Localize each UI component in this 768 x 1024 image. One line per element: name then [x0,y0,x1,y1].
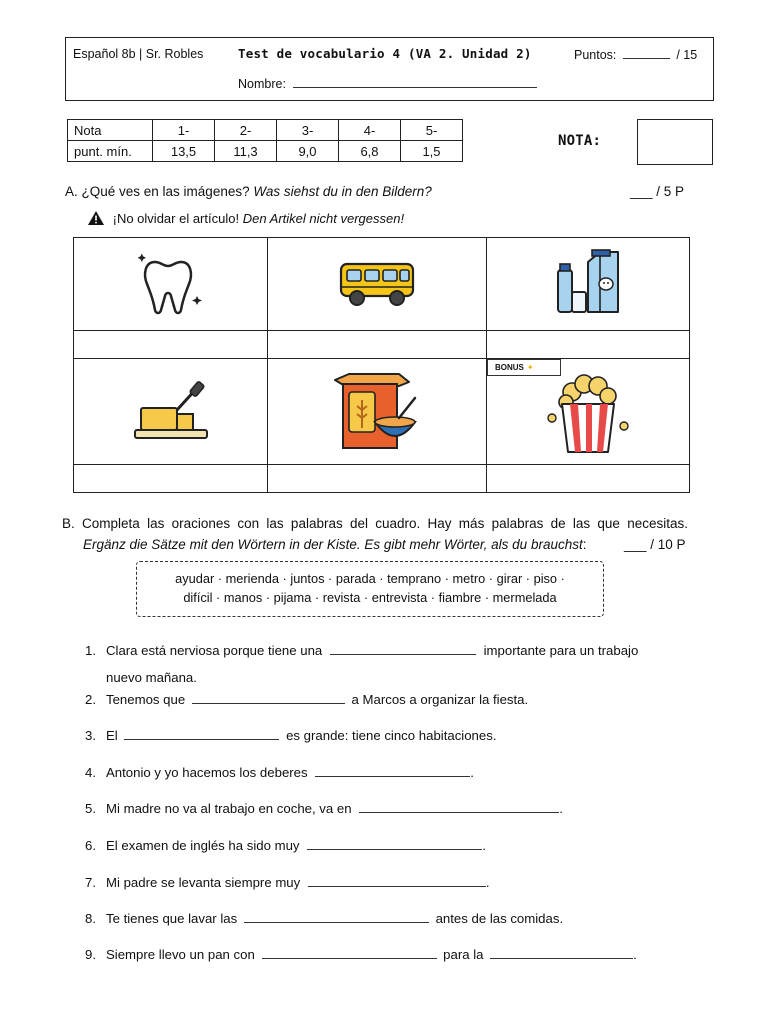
sentence-item [85,637,687,691]
image-row [74,359,690,465]
school-bus-icon [337,260,417,308]
sentence-text: El [106,728,118,743]
popcorn-icon [544,370,632,454]
sentence-blank[interactable] [359,801,559,813]
sentence-text: Siempre llevo un pan con [106,947,255,962]
name-field[interactable] [293,76,537,88]
sentence-text: . [559,801,563,816]
sentence-number: 8. [85,911,96,926]
sentence-item [85,875,687,890]
image-row [74,238,690,331]
sentence-blank[interactable] [307,838,482,850]
sentence-blank[interactable] [490,947,633,959]
sentence-text: es grande: tiene cinco habitaciones. [286,728,497,743]
sentence-number: 9. [85,947,96,962]
name-label: Nombre: [238,77,286,91]
section-b-points: ___ / 10 P [624,537,686,552]
sentence-text: importante para un trabajo [483,643,639,658]
image-grid [73,237,690,493]
sentence-number: 1. [85,643,96,658]
butter-icon [131,380,211,444]
section-a-heading [65,184,432,199]
points-label [574,47,697,62]
sentence-number: 7. [85,875,96,890]
bonus-tag [487,359,561,376]
sentence-item [85,692,687,707]
answer-row [74,465,690,493]
sentence-blank[interactable] [308,875,486,887]
sentence-number: 6. [85,838,96,853]
sentence-blank[interactable] [124,728,279,740]
sentence-blank[interactable] [192,692,345,704]
sentence-item [85,801,687,816]
section-b-instruction-es [62,516,688,531]
section-b-colon: : [582,537,587,552]
points-blank[interactable] [623,47,670,59]
sentence-number: 5. [85,801,96,816]
sentence-item [85,911,687,926]
star-icon: ✦ [526,363,534,372]
nota-box[interactable] [637,119,713,165]
sentence-text: Clara está nerviosa porque tiene una [106,643,323,658]
sentence-text: Te tienes que lavar las [106,911,238,926]
sentence-text: El examen de inglés ha sido muy [106,838,300,853]
grade-row [68,120,463,141]
image-cell [487,359,690,465]
grade-cell: 3- [277,120,339,141]
sentence-item [85,728,687,743]
grade-row-label: Nota [68,120,153,141]
image-cell [74,238,268,331]
word-box-line: difícil · manos · pijama · revista · entrevista · fiambre · mermelada [183,590,557,605]
nota-label: NOTA: [558,133,602,149]
course-label: Español 8b | Sr. Robles [73,47,204,61]
name-row [238,76,537,91]
word-box [136,561,604,617]
sentence-text: antes de las comidas. [435,911,564,926]
image-cell [487,238,690,331]
min-points-row [68,141,463,162]
warning-row [88,211,404,226]
cereal-icon [329,372,425,452]
min-points-cell: 11,3 [215,141,277,162]
sentence-blank[interactable] [315,765,470,777]
sentence-text: . [485,875,490,890]
sentence-number: 4. [85,765,96,780]
grade-cell: 5- [401,120,463,141]
grade-cell: 4- [339,120,401,141]
grade-table [67,119,463,162]
word-box-line: ayudar · merienda · juntos · parada · temprano · metro · girar · piso · [175,571,565,586]
answer-cell[interactable] [74,465,268,493]
warning-icon [88,211,104,225]
min-points-row-label: punt. mín. [68,141,153,162]
sentence-item [85,838,687,853]
answer-cell[interactable] [74,331,268,359]
sentence-text: Antonio y yo hacemos los deberes [106,765,308,780]
sentence-item [85,947,687,962]
image-cell [74,359,268,465]
section-b-letter: B. [62,516,75,531]
sentence-number: 2. [85,692,96,707]
answer-cell[interactable] [268,465,487,493]
sentence-number: 3. [85,728,96,743]
sentence-text: para la [443,947,484,962]
grade-cell: 1- [153,120,215,141]
image-cell [268,238,487,331]
sentence-item [85,765,687,780]
points-label-text: Puntos: [574,48,617,62]
sentence-blank[interactable] [244,911,429,923]
sentence-text: . [633,947,637,962]
section-a-points: ___ / 5 P [630,184,685,199]
grade-cell: 2- [215,120,277,141]
sentence-blank[interactable] [262,947,437,959]
sentence-text: . [470,765,474,780]
warning-text-de: Den Artikel nicht vergessen! [242,211,405,226]
test-title: Test de vocabulario 4 (VA 2. Unidad 2) [238,46,532,61]
section-a-heading-es: A. ¿Qué ves en las imágenes? [65,184,250,199]
tooth-icon [135,248,207,320]
answer-cell[interactable] [487,465,690,493]
milk-icon [552,248,624,320]
section-a-heading-de: Was siehst du in den Bildern? [253,184,432,199]
answer-cell[interactable] [268,331,487,359]
section-b-text-de: Ergänz die Sätze mit den Wörtern in der Kiste. Es gibt mehr Wörter, als du brauchst [83,537,583,552]
warning-text-es: ¡No olvidar el artículo! [112,211,240,226]
section-b-instruction-de [83,537,586,552]
section-b-text-es: Completa las oraciones con las palabras del cuadro. Hay más palabras de las que necesitas. [82,516,688,531]
sentence-blank[interactable] [330,643,476,655]
sentence-text: Mi madre no va al trabajo en coche, va en [106,801,352,816]
min-points-cell: 1,5 [401,141,463,162]
sentence-text: Mi padre se levanta siempre muy [106,875,301,890]
min-points-cell: 6,8 [339,141,401,162]
sentence-text: . [482,838,486,853]
answer-row [74,331,690,359]
min-points-cell: 9,0 [277,141,339,162]
points-total: / 15 [676,48,698,62]
sentence-text: a Marcos a organizar la fiesta. [351,692,529,707]
sentence-text: nuevo mañana. [106,670,197,685]
bonus-label: BONUS [495,363,524,372]
answer-cell[interactable] [487,331,690,359]
sentence-text: Tenemos que [106,692,186,707]
min-points-cell: 13,5 [153,141,215,162]
image-cell [268,359,487,465]
